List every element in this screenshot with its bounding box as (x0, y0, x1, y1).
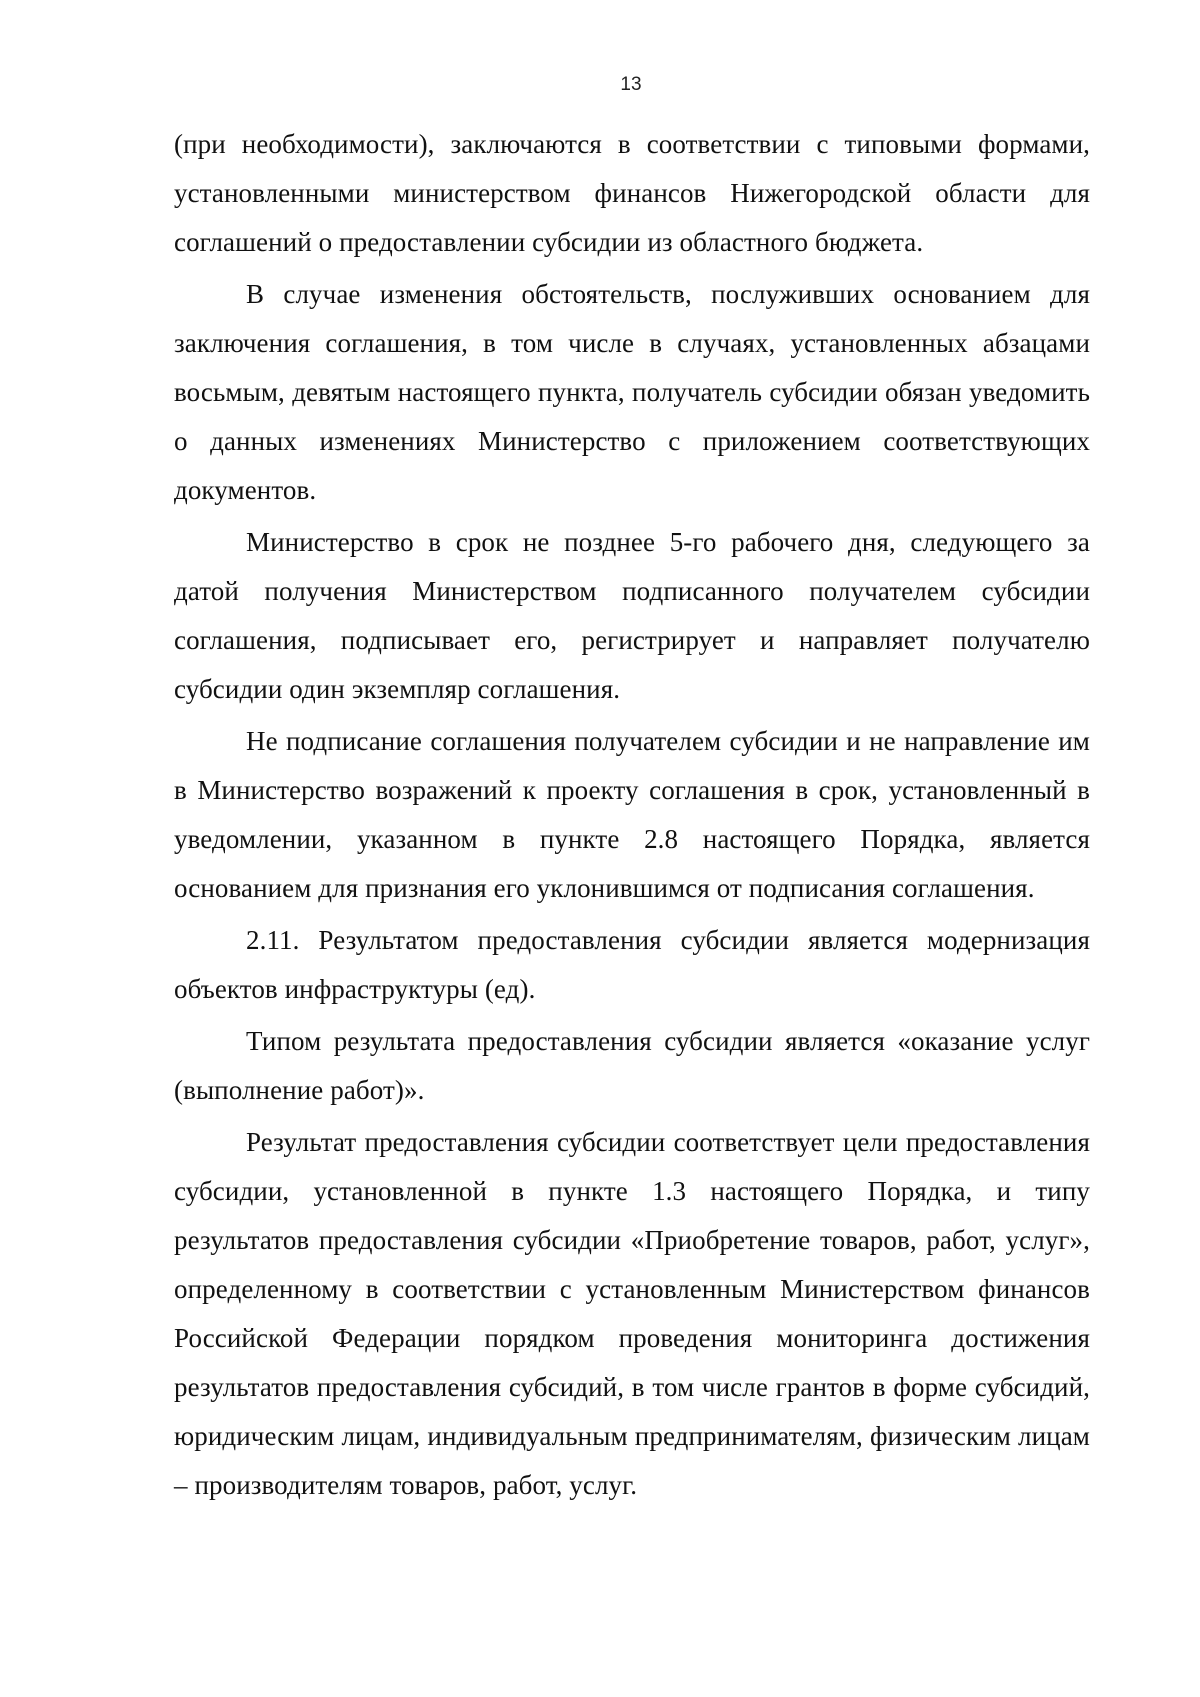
paragraph-circumstances-change: В случае изменения обстоятельств, послуживших основанием для заключения соглашения, в том числе в случаях, установленных абзацами восьмым, девятым настоящего пункта, получатель субсидии обязан уведомить о данных изменениях Министерство с приложением соответствующих документов. (174, 279, 1090, 505)
paragraph-continuation: (при необходимости), заключаются в соответствии с типовыми формами, установленными министерством финансов Нижегородской области для соглашений о предоставлении субсидии из областного бюджета. (174, 129, 1090, 257)
document-body (174, 120, 1090, 1513)
page-number: 13 (620, 74, 642, 95)
paragraph-clause-2-11: 2.11. Результатом предоставления субсидии является модернизация объектов инфраструктуры (ед). (174, 925, 1090, 1004)
paragraph-non-signing: Не подписание соглашения получателем субсидии и не направление им в Министерство возражений к проекту соглашения в срок, установленный в уведомлении, указанном в пункте 2.8 настоящего Порядка, является основанием для признания его уклонившимся от подписания соглашения. (174, 726, 1090, 903)
paragraph-signing-deadline: Министерство в срок не позднее 5-го рабочего дня, следующего за датой получения Министерством подписанного получателем субсидии соглашения, подписывает его, регистрирует и направляет получателю субсидии один экземпляр соглашения. (174, 527, 1090, 704)
paragraph-result-compliance: Результат предоставления субсидии соответствует цели предоставления субсидии, установленной в пункте 1.3 настоящего Порядка, и типу результатов предоставления субсидии «Приобретение товаров, работ, услуг», определенному в соответствии с установленным Министерством финансов Российской Федерации порядком проведения мониторинга достижения результатов предоставления субсидий, в том числе грантов в форме субсидий, юридическим лицам, индивидуальным предпринимателям, физическим лицам – производителям товаров, работ, услуг. (174, 1127, 1090, 1500)
paragraph-result-type: Типом результата предоставления субсидии является «оказание услуг (выполнение работ)». (174, 1026, 1090, 1105)
